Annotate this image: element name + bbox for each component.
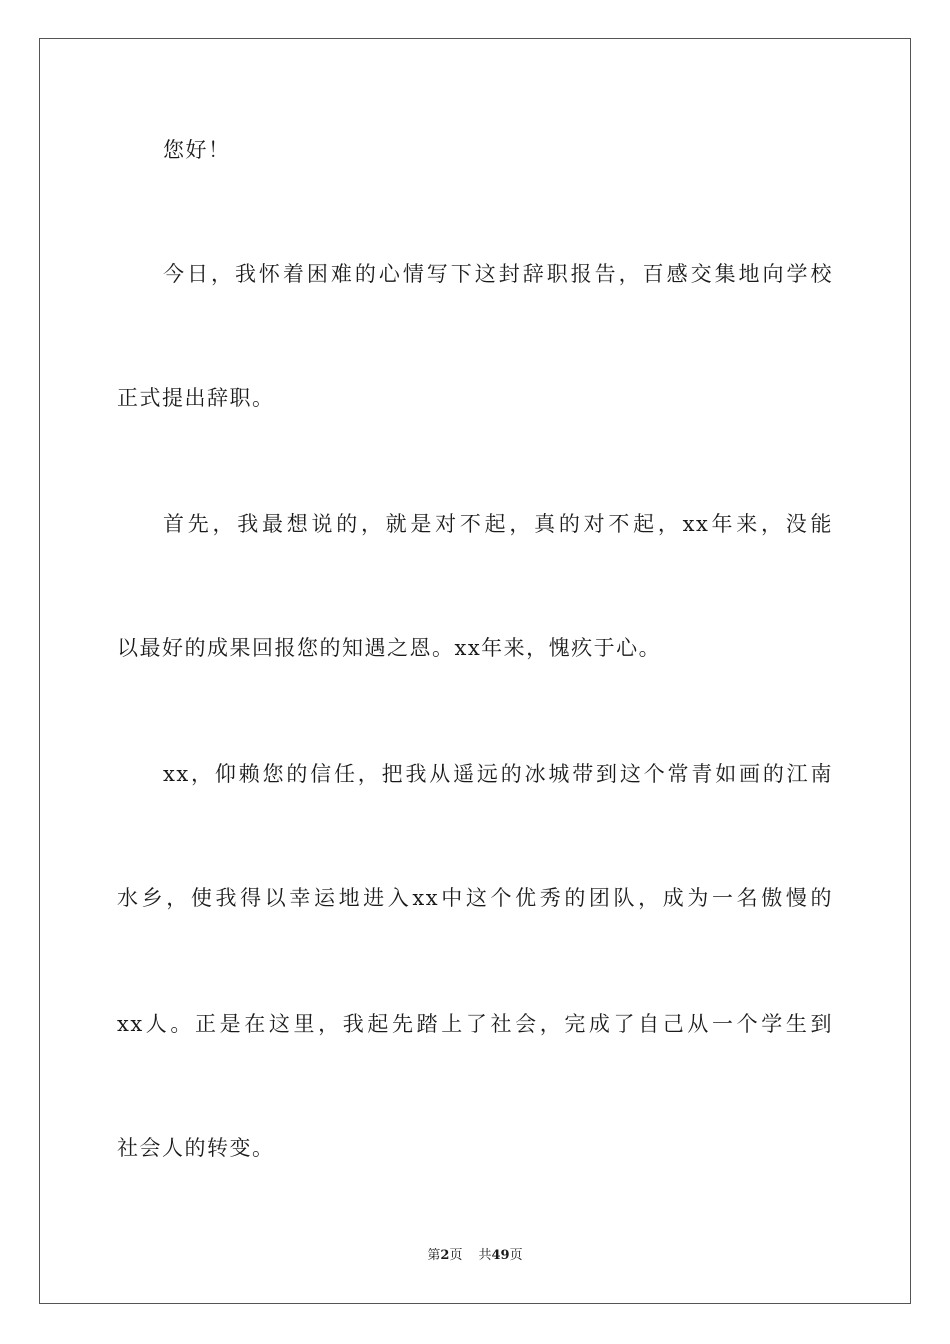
- paragraph-2-line-2: 以最好的成果回报您的知遇之恩。xx年来，愧疚于心。: [117, 636, 662, 660]
- total-pages: 49: [491, 1248, 510, 1263]
- page-suffix: 页: [449, 1248, 463, 1263]
- page-prefix: 第: [427, 1248, 441, 1263]
- total-prefix: 共: [478, 1248, 492, 1263]
- paragraph-2-line-1: 首先，我最想说的，就是对不起，真的对不起，xx年来，没能: [163, 512, 833, 536]
- page-border: [39, 38, 911, 1304]
- greeting-line: 您好！: [163, 138, 231, 162]
- page-footer: [0, 1247, 950, 1265]
- paragraph-3-line-2: 水乡，使我得以幸运地进入xx中这个优秀的团队，成为一名傲慢的: [117, 886, 833, 910]
- paragraph-1-line-2: 正式提出辞职。: [117, 386, 275, 410]
- page-number: 2: [440, 1248, 450, 1263]
- paragraph-1-line-1: 今日，我怀着困难的心情写下这封辞职报告，百感交集地向学校: [163, 262, 833, 286]
- total-suffix: 页: [509, 1248, 523, 1263]
- paragraph-3-line-1: xx，仰赖您的信任，把我从遥远的冰城带到这个常青如画的江南: [163, 762, 833, 786]
- paragraph-3-line-3: xx人。正是在这里，我起先踏上了社会，完成了自己从一个学生到: [117, 1012, 833, 1036]
- paragraph-3-line-4: 社会人的转变。: [117, 1136, 275, 1160]
